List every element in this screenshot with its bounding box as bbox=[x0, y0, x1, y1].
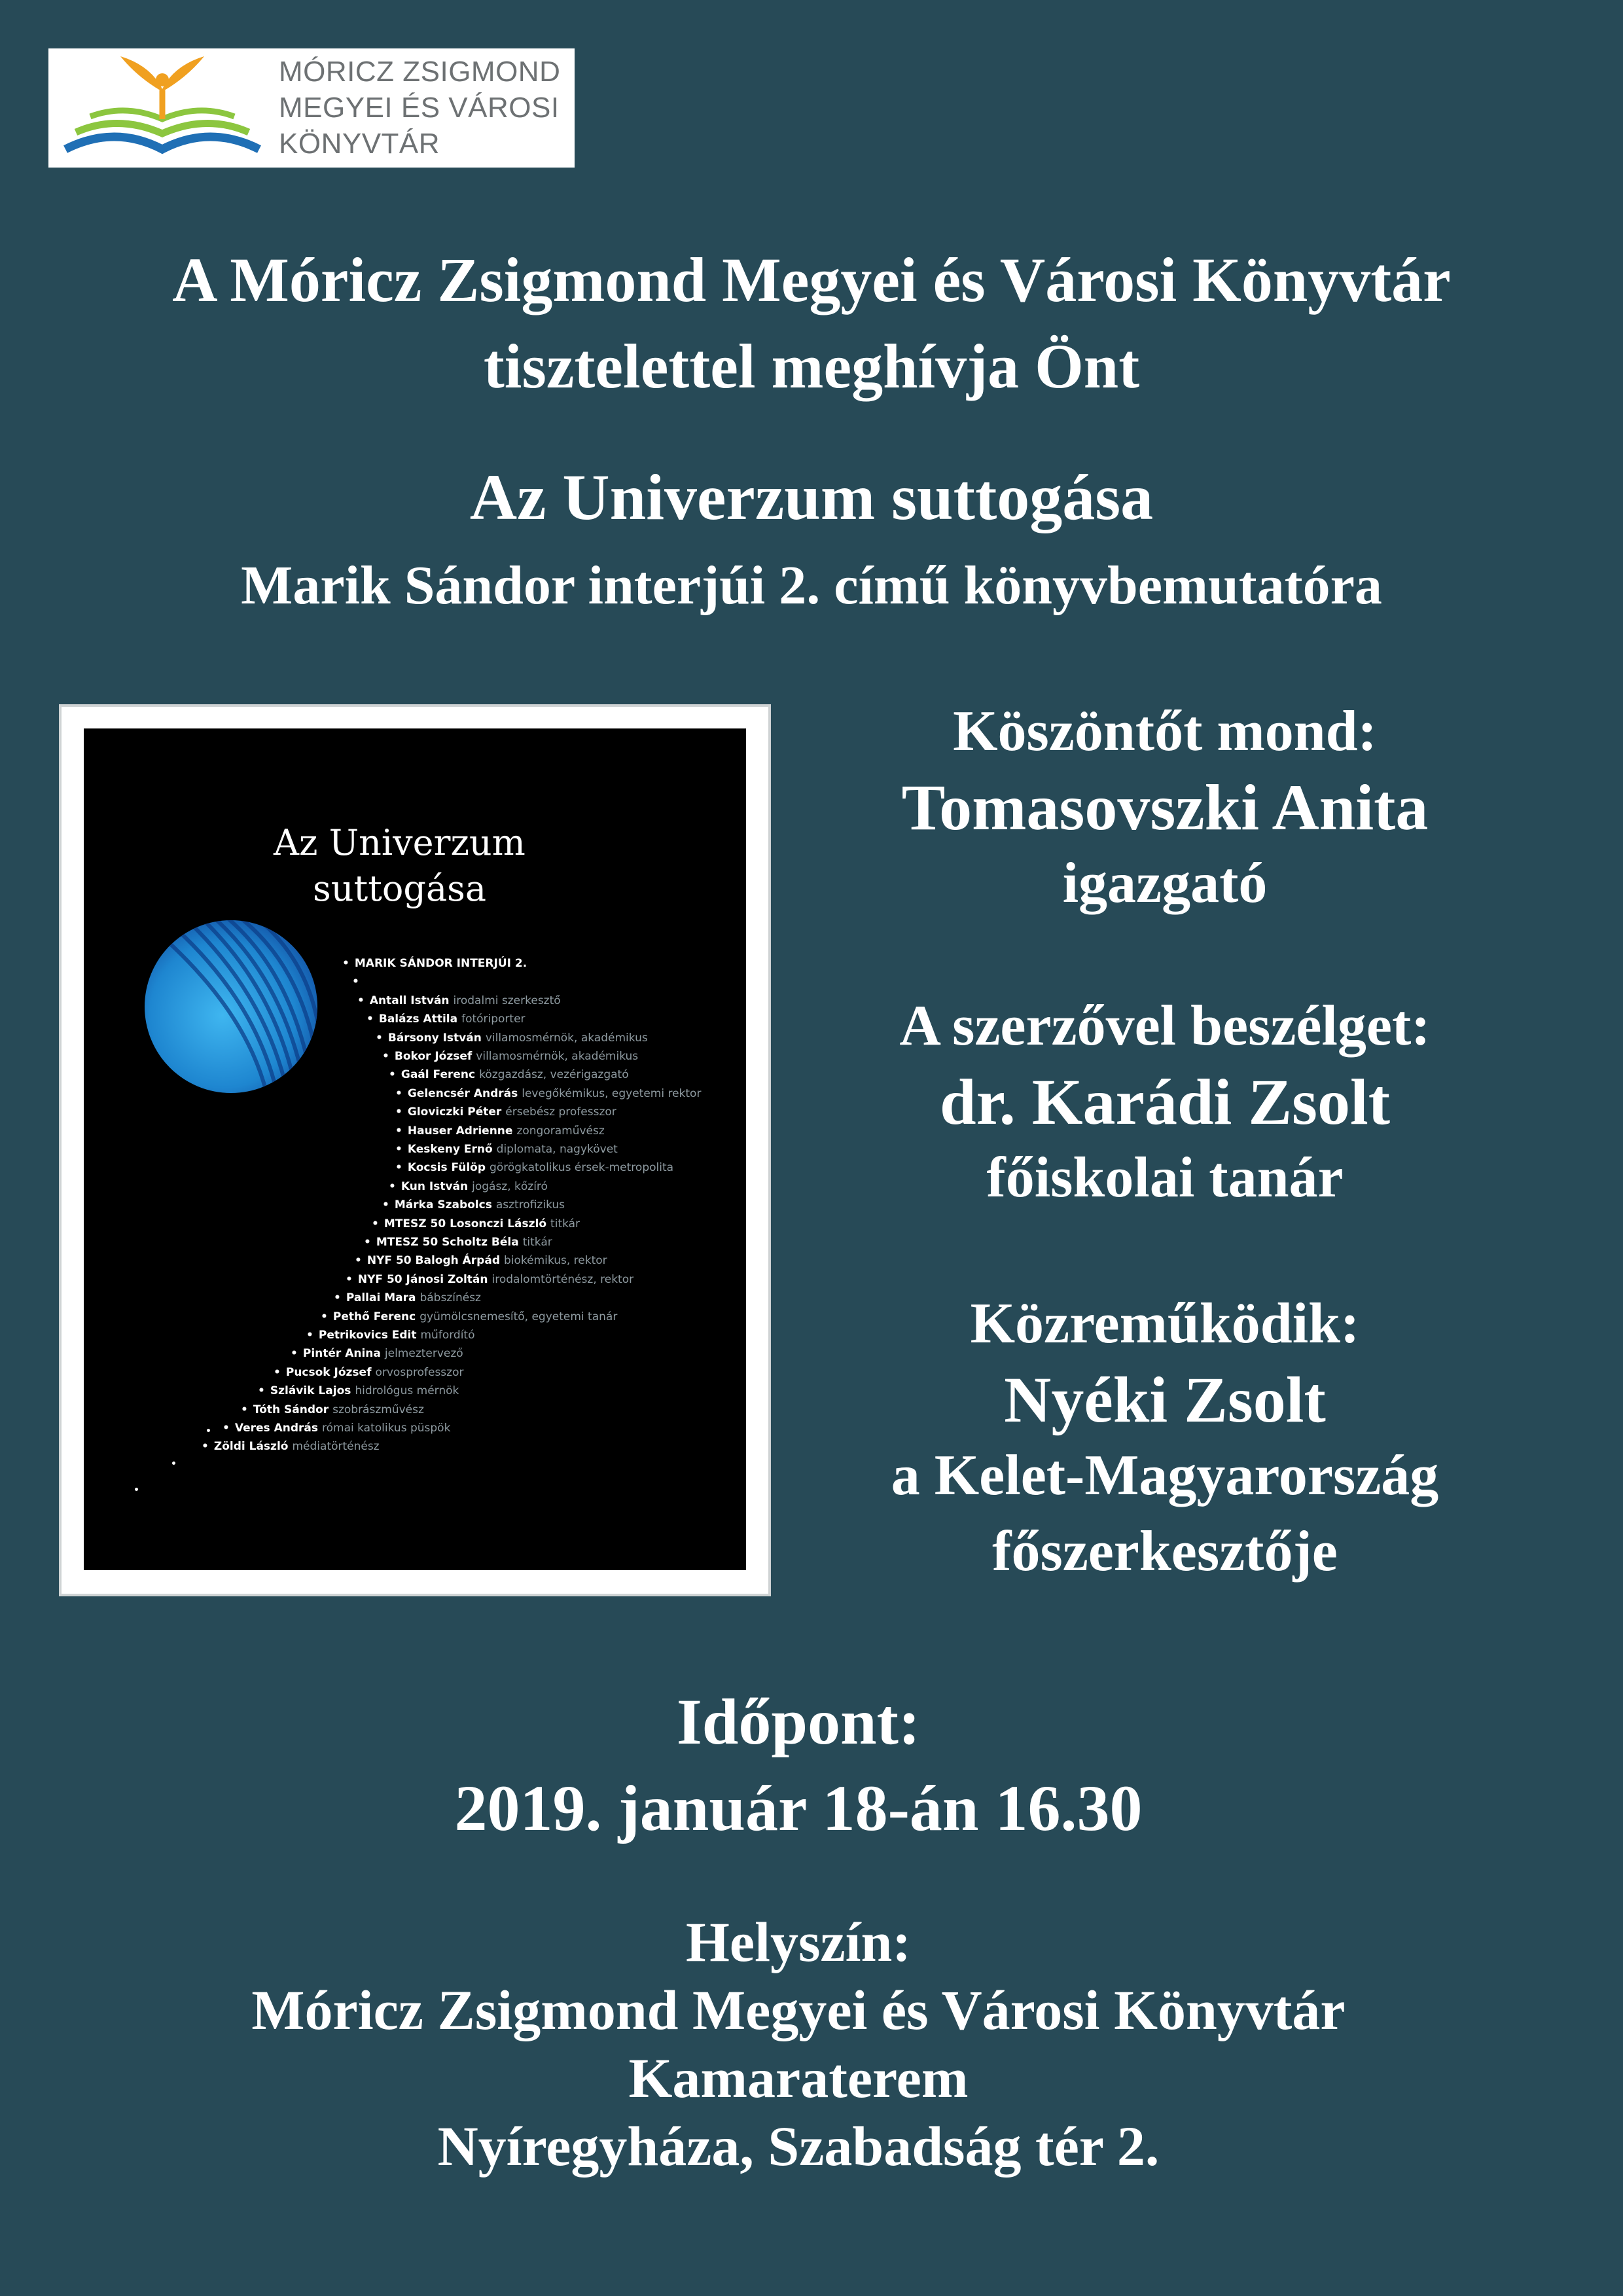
event-title: Az Univerzum suttogása bbox=[469, 461, 1154, 533]
interviewee-item bbox=[357, 992, 561, 1010]
interviewee-name: MTESZ 50 Losonczi László bbox=[383, 1217, 547, 1230]
book-cover bbox=[84, 728, 746, 1570]
interviewee-name: Pintér Anina bbox=[302, 1347, 381, 1361]
interviewee-name: MTESZ 50 Scholtz Béla bbox=[376, 1236, 519, 1249]
interviewee-name: Veres András bbox=[234, 1422, 318, 1435]
interviewee-role: bábszínész bbox=[419, 1291, 481, 1305]
interviewee-item bbox=[334, 1289, 481, 1307]
interviewee-role: levegőkémikus, egyetemi rektor bbox=[522, 1086, 702, 1100]
greeting-role: igazgató bbox=[1062, 852, 1268, 915]
interviewee-item bbox=[366, 1010, 526, 1028]
contributor-role: főszerkesztője bbox=[992, 1520, 1338, 1583]
interviewee-item bbox=[395, 1103, 616, 1121]
interviewee-item bbox=[274, 1363, 463, 1382]
interviewee-role: jogász, kőzíró bbox=[472, 1179, 548, 1193]
interviewee-item bbox=[241, 1401, 424, 1419]
time-section bbox=[0, 1679, 1597, 1852]
conversation-label: A szerzővel beszélget: bbox=[899, 994, 1431, 1058]
invitation-heading bbox=[0, 237, 1623, 410]
interviewee-role: hidrológus mérnök bbox=[355, 1384, 459, 1398]
bullet-icon: • bbox=[395, 1086, 402, 1100]
book-cover-image bbox=[62, 707, 768, 1594]
interviewee-role: érsebész professzor bbox=[505, 1105, 616, 1119]
interviewee-name: Petrikovics Edit bbox=[318, 1329, 417, 1342]
bullet-icon: • bbox=[241, 1403, 248, 1416]
interviewee-role: asztrofizikus bbox=[495, 1198, 565, 1212]
time-label: Időpont: bbox=[676, 1685, 921, 1758]
library-logo bbox=[48, 48, 575, 168]
bullet-icon: • bbox=[395, 1105, 402, 1119]
logo-line: MÓRICZ ZSIGMOND bbox=[279, 56, 561, 88]
bullet-icon: • bbox=[291, 1347, 298, 1361]
interviewee-name: Tóth Sándor bbox=[253, 1403, 329, 1416]
interviewee-item bbox=[202, 1437, 380, 1456]
interviewee-role: zongoraművész bbox=[516, 1124, 605, 1138]
interviewee-role: közgazdász, vezérigazgató bbox=[479, 1068, 629, 1082]
invitation-line: tisztelettel meghívja Önt bbox=[483, 331, 1140, 401]
bullet-icon: • bbox=[334, 1291, 341, 1305]
interviewee-name: Balázs Attila bbox=[378, 1013, 458, 1026]
cover-title-line: Az Univerzum bbox=[274, 822, 526, 863]
interviewee-name: Gloviczki Péter bbox=[407, 1105, 502, 1119]
interviewee-name: Antall István bbox=[369, 994, 450, 1007]
interviewee-name: Pucsok József bbox=[285, 1365, 372, 1379]
conversation-name: dr. Karádi Zsolt bbox=[939, 1066, 1391, 1138]
interviewee-role: titkár bbox=[522, 1236, 552, 1249]
bullet-icon: • bbox=[389, 1179, 396, 1193]
interviewee-role: diplomata, nagykövet bbox=[496, 1143, 618, 1156]
bullet-icon: • bbox=[223, 1422, 230, 1435]
interviewee-name: Pallai Mara bbox=[346, 1291, 416, 1305]
venue-line: Kamaraterem bbox=[628, 2047, 969, 2109]
interviewee-role: szobrászművész bbox=[332, 1403, 424, 1416]
interviewee-role: római katolikus püspök bbox=[322, 1422, 451, 1435]
venue-line: Nyíregyháza, Szabadság tér 2. bbox=[437, 2115, 1160, 2178]
greeting-label: Köszöntőt mond: bbox=[953, 700, 1377, 763]
interviewee-role: irodalomtörténész, rektor bbox=[491, 1272, 634, 1286]
contributor-section bbox=[812, 1286, 1518, 1590]
interviewee-role: gyümölcsnemesítő, egyetemi tanár bbox=[419, 1310, 618, 1323]
interviewee-item bbox=[352, 973, 365, 991]
bullet-icon: • bbox=[395, 1124, 402, 1138]
bullet-icon: • bbox=[389, 1068, 396, 1082]
interviewee-name: Zöldi László bbox=[213, 1440, 289, 1454]
interviewee-item bbox=[395, 1085, 701, 1103]
bullet-icon: • bbox=[382, 1050, 389, 1063]
interviewee-name: Kocsis Fülöp bbox=[407, 1161, 486, 1175]
interviewee-name: Pethő Ferenc bbox=[332, 1310, 416, 1323]
bullet-icon: • bbox=[274, 1365, 281, 1379]
bullet-icon: • bbox=[372, 1217, 379, 1230]
interviewee-name: MARIK SÁNDOR INTERJÚI 2. bbox=[354, 957, 527, 970]
logo-line: KÖNYVTÁR bbox=[279, 128, 440, 160]
interviewee-name: Szlávik Lajos bbox=[270, 1384, 351, 1398]
decorative-dot bbox=[172, 1462, 175, 1465]
venue-section bbox=[0, 1908, 1597, 2180]
interviewee-item bbox=[376, 1029, 648, 1047]
bullet-icon: • bbox=[382, 1198, 389, 1212]
invitation-line: A Móricz Zsigmond Megyei és Városi Könyvtár bbox=[172, 245, 1451, 315]
interviewee-item bbox=[389, 1066, 629, 1084]
interviewee-name: Gelencsér András bbox=[407, 1086, 518, 1100]
interviewee-item bbox=[258, 1382, 459, 1400]
interviewee-item bbox=[306, 1326, 475, 1344]
interviewee-list bbox=[84, 728, 746, 1570]
interviewee-item bbox=[364, 1233, 552, 1251]
interviewee-name: NYF 50 Jánosi Zoltán bbox=[357, 1272, 488, 1286]
bullet-icon: • bbox=[306, 1329, 313, 1342]
conversation-role: főiskolai tanár bbox=[986, 1146, 1344, 1210]
interviewee-role: görögkatolikus érsek-metropolita bbox=[490, 1161, 674, 1175]
cover-title-line: suttogása bbox=[313, 868, 487, 909]
interviewee-item bbox=[346, 1270, 633, 1289]
interviewee-item bbox=[321, 1308, 617, 1326]
interviewee-name: Bársony István bbox=[387, 1031, 482, 1045]
greeting-section bbox=[812, 694, 1518, 922]
interviewee-role: műfordító bbox=[420, 1329, 475, 1342]
greeting-name: Tomasovszki Anita bbox=[901, 771, 1429, 844]
logo-text bbox=[279, 54, 560, 162]
interviewee-item bbox=[372, 1215, 580, 1233]
interviewee-role: orvosprofesszor bbox=[375, 1365, 464, 1379]
open-book-logo-icon bbox=[52, 51, 275, 166]
bullet-icon: • bbox=[355, 1254, 362, 1268]
interviewee-item bbox=[355, 1251, 607, 1270]
interviewee-item bbox=[342, 954, 527, 973]
interviewee-item bbox=[291, 1344, 463, 1363]
venue-label: Helyszín: bbox=[686, 1910, 911, 1973]
interviewee-role: médiatörténész bbox=[292, 1440, 380, 1454]
interviewee-role: titkár bbox=[550, 1217, 580, 1230]
bullet-icon: • bbox=[395, 1143, 402, 1156]
interviewee-role: villamosmérnök, akadémikus bbox=[485, 1031, 648, 1045]
interviewee-name: Kun István bbox=[401, 1179, 469, 1193]
time-value: 2019. január 18-án 16.30 bbox=[454, 1772, 1143, 1844]
interviewee-name: Bokor József bbox=[394, 1050, 473, 1063]
interviewee-item bbox=[389, 1177, 548, 1196]
interviewee-item bbox=[382, 1196, 565, 1214]
interviewee-role: villamosmérnök, akadémikus bbox=[476, 1050, 639, 1063]
event-subtitle: Marik Sándor interjúi 2. című könyvbemutatóra bbox=[241, 555, 1382, 616]
bullet-icon: • bbox=[202, 1440, 209, 1454]
interviewee-item bbox=[395, 1158, 673, 1177]
bullet-icon: • bbox=[258, 1384, 265, 1398]
contributor-label: Közreműködik: bbox=[970, 1292, 1360, 1355]
interviewee-role: biokémikus, rektor bbox=[504, 1254, 607, 1268]
interviewee-name: Hauser Adrienne bbox=[407, 1124, 513, 1138]
interviewee-role: irodalmi szerkesztő bbox=[453, 994, 561, 1007]
interviewee-item bbox=[223, 1419, 450, 1437]
bullet-icon: • bbox=[321, 1310, 328, 1323]
bullet-icon: • bbox=[395, 1161, 402, 1175]
interviewee-item bbox=[382, 1047, 638, 1066]
interviewee-role: fotóriporter bbox=[461, 1013, 526, 1026]
interviewee-role: jelmeztervező bbox=[384, 1347, 463, 1361]
bullet-icon: • bbox=[346, 1272, 353, 1286]
venue-line: Móricz Zsigmond Megyei és Városi Könyvtár bbox=[251, 1979, 1346, 2041]
contributor-role: a Kelet-Magyarország bbox=[891, 1444, 1439, 1507]
bullet-icon: • bbox=[366, 1013, 374, 1026]
interviewee-item bbox=[395, 1140, 618, 1158]
interviewee-name: NYF 50 Balogh Árpád bbox=[366, 1254, 500, 1268]
bullet-icon: • bbox=[342, 957, 349, 970]
contributor-name: Nyéki Zsolt bbox=[1004, 1363, 1326, 1436]
interviewee-item bbox=[395, 1122, 605, 1140]
interviewee-name: Gaál Ferenc bbox=[401, 1068, 476, 1082]
interviewee-name: Márka Szabolcs bbox=[394, 1198, 492, 1212]
conversation-section bbox=[812, 988, 1518, 1216]
bullet-icon: • bbox=[352, 975, 359, 989]
bullet-icon: • bbox=[364, 1236, 371, 1249]
interviewee-name: Keskeny Ernő bbox=[407, 1143, 493, 1156]
decorative-dot bbox=[135, 1488, 138, 1491]
decorative-dot bbox=[207, 1429, 210, 1432]
logo-line: MEGYEI ÉS VÁROSI bbox=[279, 92, 560, 124]
bullet-icon: • bbox=[376, 1031, 383, 1045]
bullet-icon: • bbox=[357, 994, 365, 1007]
